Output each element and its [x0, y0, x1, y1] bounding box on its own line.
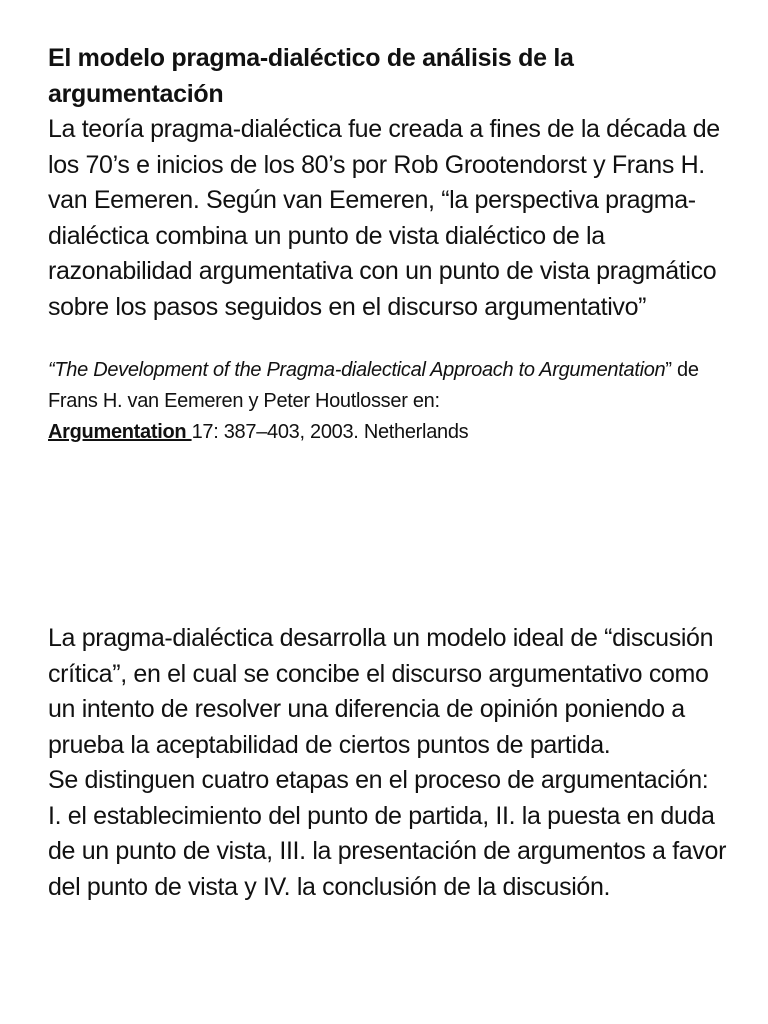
- citation-details: 17: 387–403, 2003. Netherlands: [191, 421, 469, 443]
- citation-journal-link[interactable]: Argumentation: [48, 421, 192, 443]
- citation-work-title: The Development of the Pragma-dialectical Approach to Argumentation: [54, 359, 666, 381]
- citation: [48, 355, 738, 448]
- document-body-section: [48, 621, 738, 905]
- body-paragraph-1: La pragma-dialéctica desarrolla un modelo ideal de “discusión crítica”, en el cual se concibe el discurso argumentativo como un intento de resolver una diferencia de opinión poniendo a prueba la aceptabilidad de ciertos puntos de partida.: [48, 624, 714, 759]
- citation-open-quote: “: [48, 359, 55, 381]
- citation-authors: de Frans H. van Eemeren y Peter Houtlosser en:: [48, 359, 699, 412]
- citation-close-quote: ”: [665, 359, 672, 381]
- body-paragraph-3: I. el establecimiento del punto de partida, II. la puesta en duda de un punto de vista, III. la presentación de argumentos a favor del punto de vista y IV. la conclusión de la discusión.: [48, 801, 727, 901]
- document-title: El modelo pragma-dialéctico de análisis de la argumentación: [48, 44, 574, 108]
- intro-paragraph: La teoría pragma-dialéctica fue creada a fines de la década de los 70’s e inicios de los 80’s por Rob Grootendorst y Frans H. van Eemeren. Según van Eemeren, “la perspectiva pragma-dialéctica combina un punto de vista dialéctico de la razonabilidad argumentativa con un punto de vista pragmático sobre los pasos seguidos en el discurso argumentativo”: [48, 115, 720, 321]
- document-top-section: [48, 40, 738, 448]
- body-paragraph-2: Se distinguen cuatro etapas en el proceso de argumentación:: [48, 766, 709, 794]
